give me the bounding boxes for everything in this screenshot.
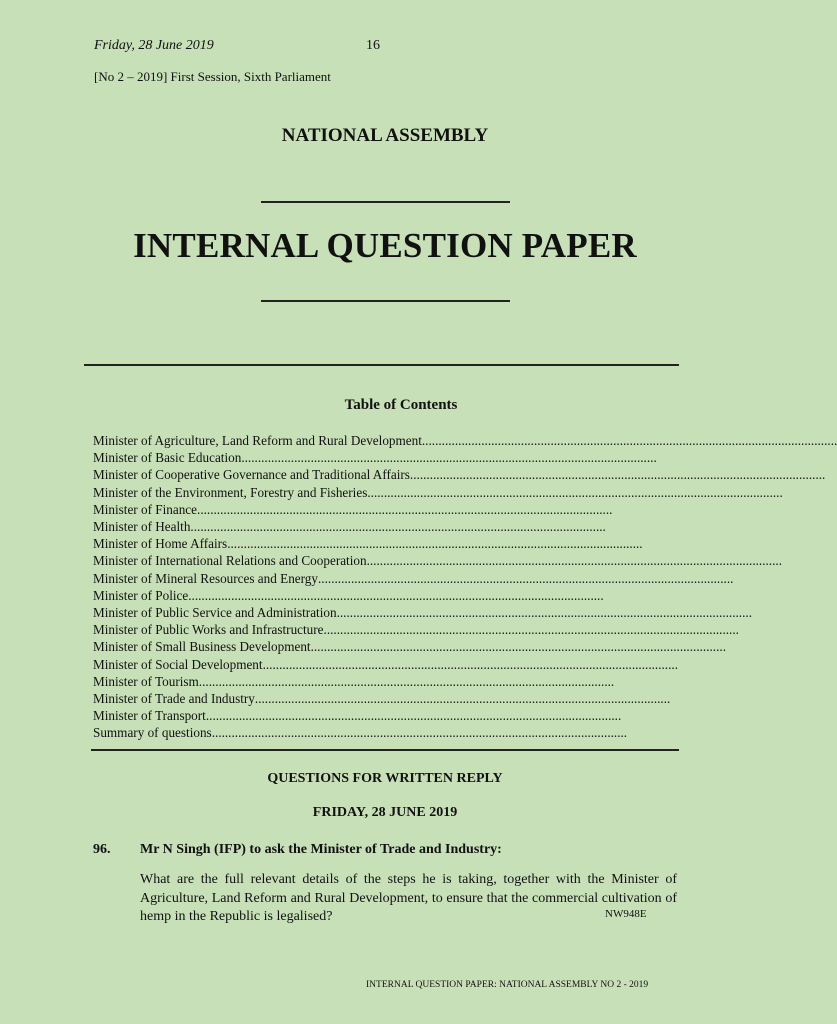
question-reference: NW948E [605,908,647,920]
page-number: 16 [366,38,380,53]
toc-item[interactable]: Minister of Transport .............................................................................................................................. [93,708,622,724]
session-line: [No 2 – 2019] First Session, Sixth Parliament [94,69,331,84]
toc-top-divider [84,364,679,366]
question-heading: Mr N Singh (IFP) to ask the Minister of Trade and Industry: [140,842,502,857]
question-body: What are the full relevant details of the steps he is taking, together with the Minister of Agriculture, Land Reform and Rural Development, to ensure that the commercial cultivation of hemp in the Republic is legalised? [140,872,677,924]
toc-item[interactable]: Minister of Police .............................................................................................................................. [93,587,604,603]
toc-item[interactable]: Minister of Finance .............................................................................................................................. [93,501,613,517]
toc-item[interactable]: Minister of Mineral Resources and Energy .............................................................................................................................. [93,570,734,586]
paper-title: INTERNAL QUESTION PAPER [133,226,637,265]
section-date: FRIDAY, 28 JUNE 2019 [312,805,458,820]
toc-item[interactable]: Minister of Social Development .............................................................................................................................. [93,656,678,672]
title-bottom-rule [261,300,510,302]
header-date: Friday, 28 June 2019 [94,38,214,53]
section-heading: QUESTIONS FOR WRITTEN REPLY [267,771,503,786]
toc-item[interactable]: Minister of Small Business Development .............................................................................................................................. [93,639,726,655]
title-top-rule [261,201,510,203]
toc-bottom-divider [91,749,679,751]
toc-item[interactable]: Minister of the Environment, Forestry and Fisheries .............................................................................................................................. [93,484,783,500]
toc-item[interactable]: Minister of Home Affairs .............................................................................................................................. [93,536,643,552]
table-of-contents [93,432,837,742]
toc-item[interactable]: Minister of Health .............................................................................................................................. [93,519,606,535]
toc-item[interactable]: Minister of Public Service and Administration .............................................................................................................................. [93,605,752,621]
toc-item[interactable]: Minister of Cooperative Governance and Traditional Affairs .............................................................................................................................. [93,467,826,483]
toc-heading: Table of Contents [344,397,458,413]
toc-item[interactable]: Minister of Tourism .............................................................................................................................. [93,673,615,689]
toc-item[interactable]: Summary of questions .............................................................................................................................. [93,725,628,741]
toc-item[interactable]: Minister of Trade and Industry .............................................................................................................................. [93,691,671,707]
toc-item[interactable]: Minister of Agriculture, Land Reform and Rural Development .............................................................................................................................. [93,433,837,448]
toc-item[interactable]: Minister of International Relations and Cooperation .............................................................................................................................. [93,553,782,569]
assembly-name: NATIONAL ASSEMBLY [281,125,489,146]
toc-item[interactable]: Minister of Basic Education .............................................................................................................................. [93,450,657,466]
question-number: 96. [93,842,111,857]
page-footer: INTERNAL QUESTION PAPER: NATIONAL ASSEMBLY NO 2 - 2019 [366,980,649,990]
toc-item[interactable]: Minister of Public Works and Infrastructure .............................................................................................................................. [93,622,739,638]
